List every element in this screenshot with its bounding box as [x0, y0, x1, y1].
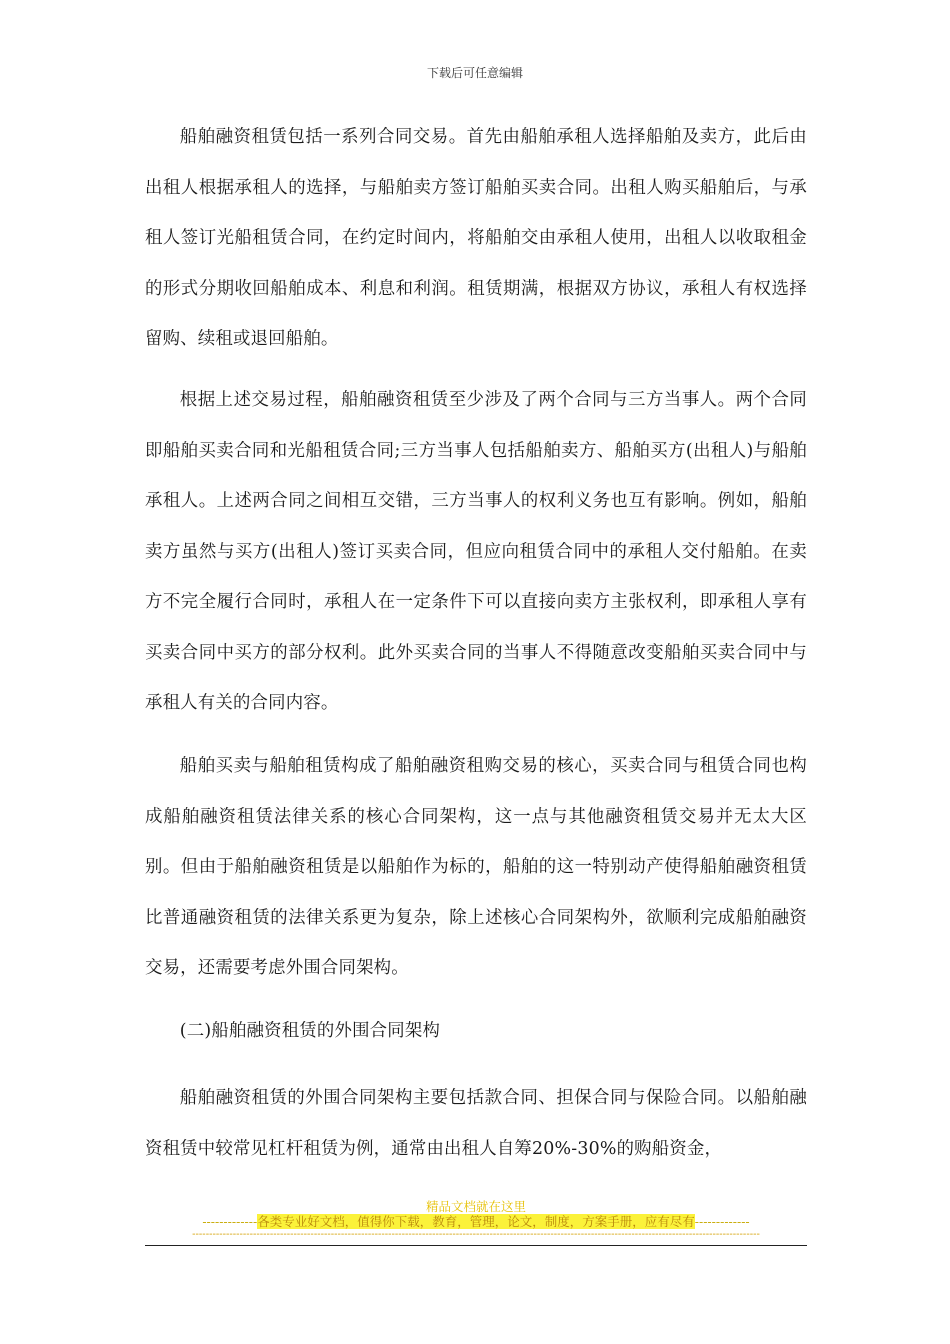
section-heading-text: (二)船舶融资租赁的外围合同架构 — [179, 1021, 441, 1041]
footer-dash-line: ------------------------------------------------------------------------------------------------------------------------------------------------------------------------ — [192, 1229, 760, 1240]
paragraph-text: 船舶融资租赁包括一系列合同交易。首先由船舶承租人选择船舶及卖方，此后由出租人根据承租人的选择，与船舶卖方签订船舶买卖合同。出租人购买船舶后，与承租人签订光船租赁合同，在约定时间内，将船舶交由承租人使用，出租人以收取租金的形式分期收回船舶成本、利息和利润。租赁期满，根据双方协议，承租人有权选择留购、续租或退回船舶。 — [145, 127, 807, 349]
footer-title: 精品文档就在这里 — [425, 1199, 526, 1214]
footer-dashes-left: ------------- — [202, 1214, 258, 1229]
footer-banner — [145, 1199, 807, 1241]
paragraph-text: 船舶融资租赁的外围合同架构主要包括款合同、担保合同与保险合同。以船舶融资租赁中较常见杠杆租赁为例，通常由出租人自筹20%-30%的购船资金， — [145, 1088, 807, 1159]
footer-tagline: 各类专业好文档，值得你下载，教育，管理，论文，制度，方案手册，应有尽有 — [257, 1214, 695, 1229]
paragraph-3 — [145, 741, 807, 994]
footer-divider — [145, 1245, 807, 1246]
paragraph-4 — [145, 1073, 807, 1174]
section-heading — [145, 1006, 807, 1057]
paragraph-1 — [145, 112, 807, 365]
page-header: 下载后可任意编辑 — [426, 66, 523, 80]
paragraph-text: 根据上述交易过程，船舶融资租赁至少涉及了两个合同与三方当事人。两个合同即船舶买卖合同和光船租赁合同;三方当事人包括船舶卖方、船舶买方(出租人)与船舶承租人。上述两合同之间相互交错，三方当事人的权利义务也互有影响。例如，船舶卖方虽然与买方(出租人)签订买卖合同，但应向租赁合同中的承租人交付船舶。在卖方不完全履行合同时，承租人在一定条件下可以直接向卖方主张权利，即承租人享有买卖合同中买方的部分权利。此外买卖合同的当事人不得随意改变船舶买卖合同中与承租人有关的合同内容。 — [145, 390, 807, 713]
footer-tagline-row — [145, 1214, 807, 1229]
paragraph-text: 船舶买卖与船舶租赁构成了船舶融资租购交易的核心，买卖合同与租赁合同也构成船舶融资租赁法律关系的核心合同架构，这一点与其他融资租赁交易并无太大区别。但由于船舶融资租赁是以船舶作为标的，船舶的这一特别动产使得船舶融资租赁比普通融资租赁的法律关系更为复杂，除上述核心合同架构外，欲顺利完成船舶融资交易，还需要考虑外围合同架构。 — [145, 756, 807, 978]
paragraph-2 — [145, 375, 807, 729]
footer-dashes-right: ------------- — [694, 1214, 750, 1229]
